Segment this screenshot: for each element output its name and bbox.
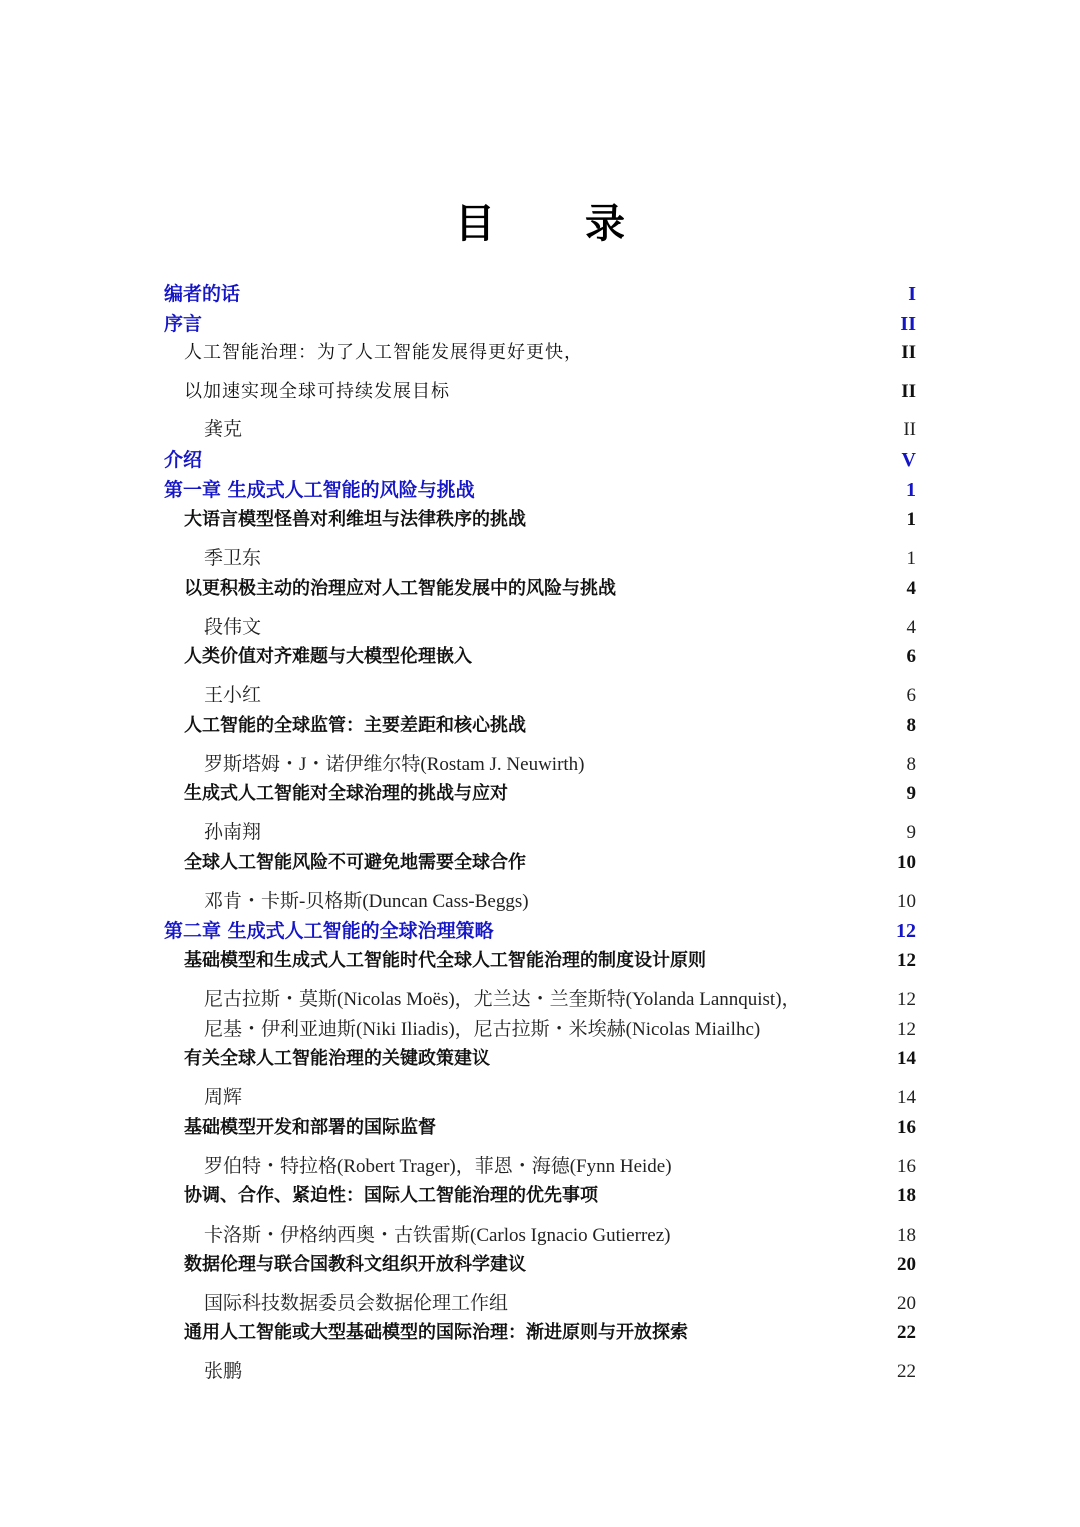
toc-author-name: 邓肯・卡斯-贝格斯(Duncan Cass-Beggs) bbox=[204, 891, 529, 912]
toc-page-number: 16 bbox=[897, 1156, 916, 1177]
toc-article-entry[interactable] bbox=[0, 643, 1080, 671]
toc-author-entry bbox=[0, 416, 1080, 444]
toc-entry-title: 全球人工智能风险不可避免地需要全球合作 bbox=[184, 852, 526, 873]
toc-author-name: 卡洛斯・伊格纳西奥・古铁雷斯(Carlos Ignacio Gutierrez) bbox=[204, 1225, 671, 1246]
toc-article-entry[interactable] bbox=[0, 506, 1080, 534]
toc-author-entry bbox=[0, 545, 1080, 573]
toc-author-entry bbox=[0, 1016, 1080, 1044]
page-title: 目 录 bbox=[455, 201, 663, 247]
toc-page-number: 14 bbox=[897, 1087, 916, 1108]
toc-article-entry[interactable] bbox=[0, 1182, 1080, 1210]
toc-article-entry[interactable] bbox=[0, 780, 1080, 808]
toc-article-entry[interactable] bbox=[0, 339, 1080, 367]
toc-author-entry bbox=[0, 1222, 1080, 1250]
toc-entry-title: 以更积极主动的治理应对人工智能发展中的风险与挑战 bbox=[184, 578, 616, 599]
toc-page-number: 4 bbox=[906, 578, 916, 599]
toc-entry-title: 人工智能治理：为了人工智能发展得更好更快， bbox=[184, 342, 583, 363]
toc-page-number: 20 bbox=[897, 1293, 916, 1314]
toc-author-name: 罗斯塔姆・J・诺伊维尔特(Rostam J. Neuwirth) bbox=[204, 754, 585, 775]
toc-entry-title: 通用人工智能或大型基础模型的国际治理：渐进原则与开放探索 bbox=[184, 1322, 688, 1343]
toc-page-number: II bbox=[901, 342, 916, 363]
toc-author-entry bbox=[0, 888, 1080, 916]
toc-author-entry bbox=[0, 986, 1080, 1014]
toc-page-number: 6 bbox=[906, 685, 916, 706]
toc-page-number: 6 bbox=[906, 646, 916, 667]
toc-page-number: 12 bbox=[896, 920, 916, 942]
toc-author-name: 季卫东 bbox=[204, 548, 262, 569]
toc-page-number: 9 bbox=[906, 822, 916, 843]
toc-entry-title: 人类价值对齐难题与大模型伦理嵌入 bbox=[184, 646, 472, 667]
toc-author-name: 孙南翔 bbox=[204, 822, 262, 843]
toc-page-number: 22 bbox=[897, 1361, 916, 1382]
toc-page-number: II bbox=[901, 381, 916, 402]
toc-author-entry bbox=[0, 819, 1080, 847]
toc-entry-title: 第一章 生成式人工智能的风险与挑战 bbox=[164, 479, 475, 501]
toc-page-number: 8 bbox=[906, 754, 916, 775]
toc-chapter-entry[interactable] bbox=[0, 280, 1080, 308]
toc-page-number: 1 bbox=[906, 509, 916, 530]
toc-entry-title: 协调、合作、紧迫性：国际人工智能治理的优先事项 bbox=[184, 1185, 598, 1206]
toc-article-entry[interactable] bbox=[0, 947, 1080, 975]
toc-page-number: 16 bbox=[897, 1117, 916, 1138]
toc-chapter-entry[interactable] bbox=[0, 446, 1080, 474]
toc-article-entry[interactable] bbox=[0, 378, 1080, 406]
toc-page-number: 10 bbox=[897, 891, 916, 912]
toc-article-entry[interactable] bbox=[0, 849, 1080, 877]
toc-page-number: II bbox=[900, 313, 916, 335]
toc-page-number: 12 bbox=[897, 950, 916, 971]
toc-author-name: 尼古拉斯・莫斯(Nicolas Moës)，尤兰达・兰奎斯特(Yolanda Lannquist)， bbox=[204, 989, 801, 1010]
toc-page-number: 10 bbox=[897, 852, 916, 873]
toc-page-number: V bbox=[901, 449, 916, 471]
toc-page-number: 4 bbox=[906, 617, 916, 638]
toc-article-entry[interactable] bbox=[0, 1251, 1080, 1279]
toc-author-name: 龚克 bbox=[204, 419, 243, 440]
toc-author-name: 段伟文 bbox=[204, 617, 262, 638]
toc-entry-title: 序言 bbox=[164, 313, 203, 335]
toc-entry-title: 以加速实现全球可持续发展目标 bbox=[184, 381, 450, 402]
toc-author-entry bbox=[0, 614, 1080, 642]
toc-page-number: 12 bbox=[897, 989, 916, 1010]
toc-article-entry[interactable] bbox=[0, 712, 1080, 740]
toc-page-number: 8 bbox=[906, 715, 916, 736]
toc-page-number: 18 bbox=[897, 1225, 916, 1246]
toc-page-number: 12 bbox=[897, 1019, 916, 1040]
toc-author-entry bbox=[0, 1084, 1080, 1112]
toc-author-entry bbox=[0, 751, 1080, 779]
toc-entry-title: 介绍 bbox=[164, 449, 203, 471]
toc-chapter-entry[interactable] bbox=[0, 476, 1080, 504]
toc-author-entry bbox=[0, 1153, 1080, 1181]
toc-author-entry bbox=[0, 682, 1080, 710]
toc-page-number: 20 bbox=[897, 1254, 916, 1275]
toc-page-number: 1 bbox=[906, 548, 916, 569]
toc-author-name: 王小红 bbox=[204, 685, 262, 706]
toc-page-number: 9 bbox=[906, 783, 916, 804]
toc-page-number: 18 bbox=[897, 1185, 916, 1206]
toc-article-entry[interactable] bbox=[0, 575, 1080, 603]
toc-article-entry[interactable] bbox=[0, 1114, 1080, 1142]
toc-entry-title: 第二章 生成式人工智能的全球治理策略 bbox=[164, 920, 494, 942]
toc-author-entry bbox=[0, 1358, 1080, 1386]
toc-entry-title: 有关全球人工智能治理的关键政策建议 bbox=[184, 1048, 490, 1069]
toc-page-number: II bbox=[903, 419, 916, 440]
toc-entry-title: 大语言模型怪兽对利维坦与法律秩序的挑战 bbox=[184, 509, 526, 530]
toc-entry-title: 人工智能的全球监管：主要差距和核心挑战 bbox=[184, 715, 526, 736]
toc-author-name: 尼基・伊利亚迪斯(Niki Iliadis)，尼古拉斯・米埃赫(Nicolas Miailhc) bbox=[204, 1019, 761, 1040]
toc-page-number: I bbox=[908, 283, 916, 305]
toc-page-number: 1 bbox=[906, 479, 916, 501]
toc-author-name: 国际科技数据委员会数据伦理工作组 bbox=[204, 1293, 509, 1314]
toc-page-number: 22 bbox=[897, 1322, 916, 1343]
toc-entry-title: 生成式人工智能对全球治理的挑战与应对 bbox=[184, 783, 508, 804]
toc-chapter-entry[interactable] bbox=[0, 310, 1080, 338]
toc-entry-title: 基础模型和生成式人工智能时代全球人工智能治理的制度设计原则 bbox=[184, 950, 706, 971]
toc-chapter-entry[interactable] bbox=[0, 917, 1080, 945]
toc-author-name: 周辉 bbox=[204, 1087, 243, 1108]
toc-author-entry bbox=[0, 1290, 1080, 1318]
toc-author-name: 张鹏 bbox=[204, 1361, 243, 1382]
toc-entry-title: 基础模型开发和部署的国际监督 bbox=[184, 1117, 436, 1138]
toc-page-number: 14 bbox=[897, 1048, 916, 1069]
toc-entry-title: 数据伦理与联合国教科文组织开放科学建议 bbox=[184, 1254, 526, 1275]
toc-article-entry[interactable] bbox=[0, 1319, 1080, 1347]
toc-article-entry[interactable] bbox=[0, 1045, 1080, 1073]
toc-entry-title: 编者的话 bbox=[164, 283, 241, 305]
toc-author-name: 罗伯特・特拉格(Robert Trager)，菲恩・海德(Fynn Heide) bbox=[204, 1156, 672, 1177]
